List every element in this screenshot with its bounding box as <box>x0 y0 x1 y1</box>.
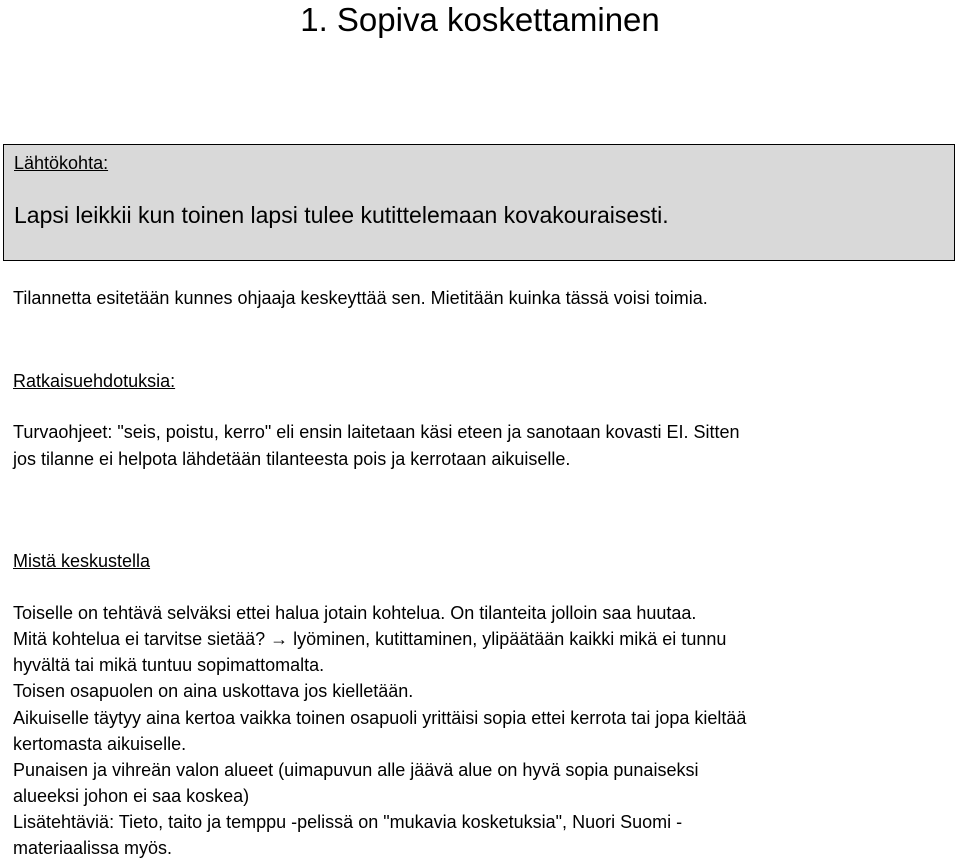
discussion-line: Mitä kohtelua ei tarvitse sietää? → lyöminen, kutittaminen, ylipäätään kaikki mikä ei tunnu <box>13 629 727 649</box>
discussion-line: Lisätehtäviä: Tieto, taito ja temppu -pelissä on "mukavia kosketuksia", Nuori Suomi - <box>13 812 683 832</box>
starting-point-box <box>3 144 955 261</box>
discussion-line: hyvältä tai mikä tuntuu sopimattomalta. <box>13 655 325 675</box>
discussion-line: kertomasta aikuiselle. <box>13 734 187 754</box>
discussion-line: Punaisen ja vihreän valon alueet (uimapuvun alle jäävä alue on hyvä sopia punaiseksi <box>13 760 699 780</box>
solutions-line: Turvaohjeet: "seis, poistu, kerro" eli ensin laitetaan käsi eteen ja sanotaan kovasti EI. Sitten <box>13 422 740 442</box>
intro-text: Tilannetta esitetään kunnes ohjaaja keskeyttää sen. Mietitään kuinka tässä voisi toimia. <box>13 288 708 308</box>
starting-point-text: Lapsi leikkii kun toinen lapsi tulee kutittelemaan kovakouraisesti. <box>14 202 669 228</box>
solutions-line: jos tilanne ei helpota lähdetään tilanteesta pois ja kerrotaan aikuiselle. <box>13 449 571 469</box>
discussion-line: Toiselle on tehtävä selväksi ettei halua jotain kohtelua. On tilanteita jolloin saa huutaa. <box>13 603 697 623</box>
discussion-line: alueeksi johon ei saa koskea) <box>13 786 250 806</box>
discussion-line: Toisen osapuolen on aina uskottava jos kielletään. <box>13 681 414 701</box>
discussion-heading: Mistä keskustella <box>13 551 151 571</box>
discussion-line: materiaalissa myös. <box>13 838 173 858</box>
solutions-heading: Ratkaisuehdotuksia: <box>13 371 176 391</box>
page-title: 1. Sopiva koskettaminen <box>300 1 660 38</box>
discussion-line: Aikuiselle täytyy aina kertoa vaikka toinen osapuoli yrittäisi sopia ettei kerrota tai jopa kieltää <box>13 708 747 728</box>
starting-point-label: Lähtökohta: <box>14 153 109 173</box>
